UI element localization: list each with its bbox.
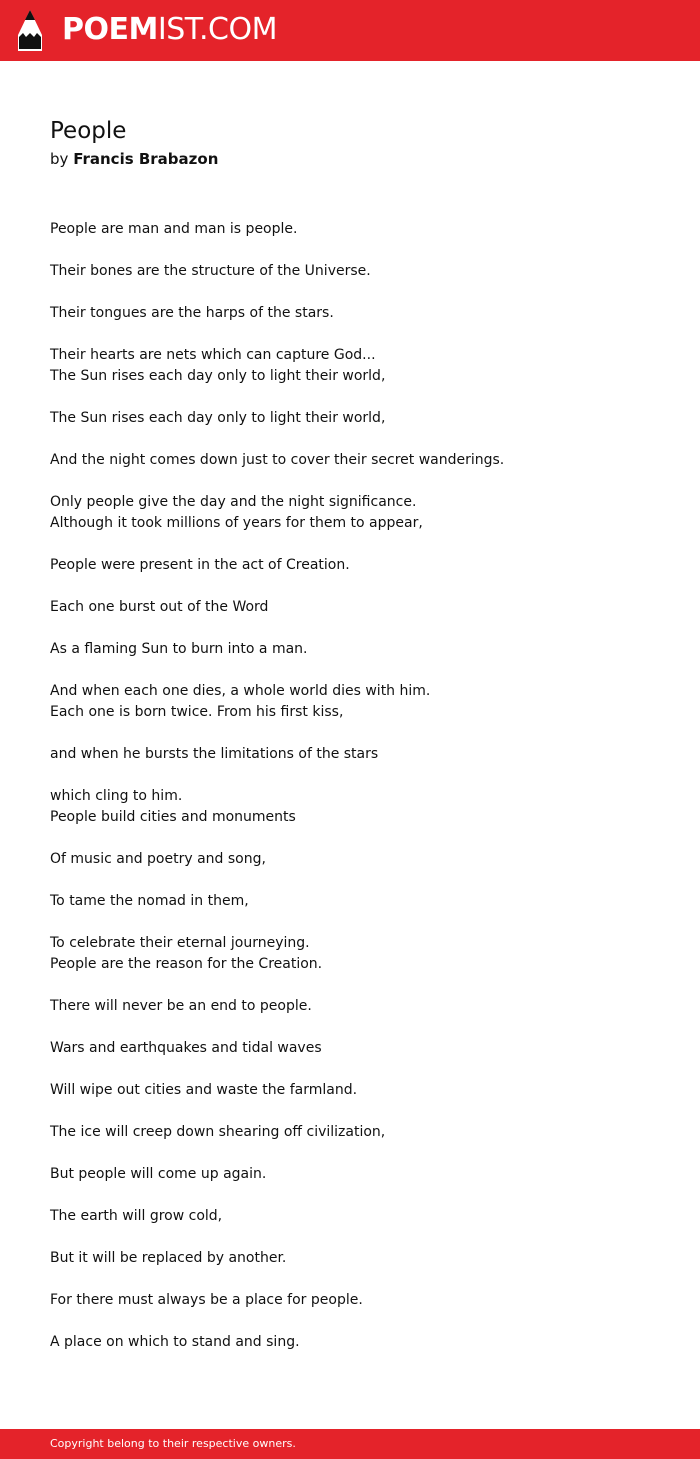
copyright-notice: Copyright belong to their respective owners. (50, 1437, 296, 1450)
poem-line: The earth will grow cold, (50, 1208, 223, 1224)
poem-stanza (50, 849, 650, 870)
poem-line: Although it took millions of years for them to appear, (50, 515, 423, 531)
poem-line: To celebrate their eternal journeying. (50, 935, 310, 951)
poem-line: And when each one dies, a whole world dies with him. (50, 683, 431, 699)
poem-line: As a flaming Sun to burn into a man. (50, 641, 308, 657)
site-header (0, 0, 700, 61)
poem-stanza (50, 1206, 650, 1227)
poem-stanza (50, 1080, 650, 1101)
poem-stanza (50, 891, 650, 912)
poem-line: To tame the nomad in them, (50, 893, 249, 909)
poem-line: Only people give the day and the night significance. (50, 494, 417, 510)
poem-author: Francis Brabazon (73, 150, 219, 168)
poem-line: And the night comes down just to cover their secret wanderings. (50, 452, 505, 468)
poem-line: Their hearts are nets which can capture God... (50, 347, 376, 363)
poem-stanza (50, 1248, 650, 1269)
poem-line: People are the reason for the Creation. (50, 956, 323, 972)
logo-bold-text: POEM (62, 12, 158, 47)
poem-stanza (50, 933, 650, 975)
poem-line: Of music and poetry and song, (50, 851, 266, 867)
poem-stanza (50, 1290, 650, 1311)
poem-stanza (50, 681, 650, 723)
poem-line: The Sun rises each day only to light their world, (50, 368, 386, 384)
logo-light-text: IST.COM (157, 12, 277, 47)
byline-prefix: by (50, 150, 69, 168)
poem-line: The ice will creep down shearing off civilization, (50, 1124, 386, 1140)
poem-stanza (50, 303, 650, 324)
poem-line: There will never be an end to people. (50, 998, 312, 1014)
poem-byline (50, 148, 218, 170)
poem-stanza (50, 555, 650, 576)
poem-line: which cling to him. (50, 788, 183, 804)
poem-stanza (50, 492, 650, 534)
poem-line: Wars and earthquakes and tidal waves (50, 1040, 322, 1056)
poem-stanza (50, 1164, 650, 1185)
poem-stanza (50, 996, 650, 1017)
poem-line: Their tongues are the harps of the stars. (50, 305, 334, 321)
site-footer (0, 1429, 700, 1459)
poem-line: People are man and man is people. (50, 221, 298, 237)
site-logo-text (62, 12, 277, 48)
poem-stanza (50, 261, 650, 282)
poem-line: A place on which to stand and sing. (50, 1334, 300, 1350)
poem-line: and when he bursts the limitations of the stars (50, 746, 379, 762)
poem-line: Their bones are the structure of the Universe. (50, 263, 371, 279)
poem-stanza (50, 786, 650, 828)
poem-stanza (50, 408, 650, 429)
pencil-tip-icon (14, 7, 46, 53)
poem-line: Will wipe out cities and waste the farmland. (50, 1082, 358, 1098)
poem-stanza (50, 219, 650, 240)
poem-body (50, 219, 650, 1374)
poem-line: But people will come up again. (50, 1166, 267, 1182)
poem-line: But it will be replaced by another. (50, 1250, 287, 1266)
poem-stanza (50, 744, 650, 765)
poem-line: People build cities and monuments (50, 809, 296, 825)
poem-stanza (50, 345, 650, 387)
poem-line: For there must always be a place for people. (50, 1292, 363, 1308)
poem-line: Each one is born twice. From his first kiss, (50, 704, 344, 720)
poem-line: The Sun rises each day only to light their world, (50, 410, 386, 426)
poem-title: People (50, 118, 127, 144)
poem-stanza (50, 1038, 650, 1059)
poem-stanza (50, 450, 650, 471)
poem-stanza (50, 597, 650, 618)
poem-line: Each one burst out of the Word (50, 599, 269, 615)
poem-stanza (50, 1332, 650, 1353)
poem-stanza (50, 639, 650, 660)
poem-line: People were present in the act of Creation. (50, 557, 350, 573)
site-logo-link[interactable] (14, 7, 277, 53)
poem-stanza (50, 1122, 650, 1143)
